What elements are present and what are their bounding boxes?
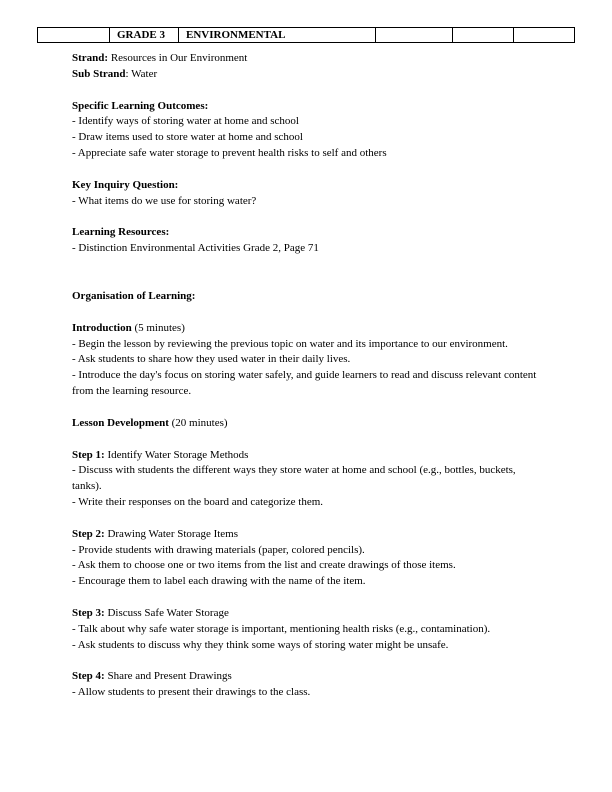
inquiry-title: Key Inquiry Question: [72, 178, 179, 191]
step-2-item: - Ask them to choose one or two items from the list and create drawings of those items. [72, 559, 456, 572]
resource-item: - Distinction Environmental Activities Grade 2, Page 71 [72, 242, 319, 255]
step-4-title: Share and Present Drawings [104, 670, 232, 683]
resources-title: Learning Resources: [72, 226, 170, 239]
outcome-item: - Draw items used to store water at home and school [72, 131, 303, 144]
sub-strand-label: Sub Strand [72, 67, 126, 80]
step-2-label: Step 2: [72, 527, 105, 540]
introduction-duration: (5 minutes) [131, 321, 185, 334]
header-cell-blank-3 [453, 28, 514, 43]
strand-value: Resources in Our Environment [108, 52, 248, 64]
header-cell-subject: ENVIRONMENTAL [179, 28, 376, 43]
introduction-title: Introduction [72, 321, 132, 334]
header-cell-blank-4 [514, 28, 575, 43]
step-3-label: Step 3: [72, 606, 105, 619]
header-table [37, 27, 575, 43]
resources-heading [72, 225, 542, 241]
organisation-title: Organisation of Learning: [72, 289, 196, 302]
step-2-item: - Encourage them to label each drawing with the name of the item. [72, 575, 366, 588]
introduction-item: - Introduce the day's focus on storing water safely, and guide learners to read and discuss relevant content from the learning resource. [72, 369, 537, 397]
step-4-item: - Allow students to present their drawings to the class. [72, 686, 311, 699]
step-3-item: - Ask students to discuss why they think some ways of storing water might be unsafe. [72, 638, 449, 651]
introduction-heading [72, 321, 542, 337]
outcomes-heading [72, 99, 542, 115]
outcome-item: - Appreciate safe water storage to prevent health risks to self and others [72, 146, 387, 159]
step-2-item: - Provide students with drawing materials (paper, colored pencils). [72, 543, 365, 556]
step-3-heading [72, 606, 542, 622]
inquiry-item: - What items do we use for storing water? [72, 194, 257, 207]
sub-strand-line [72, 67, 542, 83]
inquiry-heading [72, 178, 542, 194]
development-title: Lesson Development [72, 416, 169, 429]
step-2-heading [72, 527, 542, 543]
step-4-heading [72, 669, 542, 685]
header-cell-grade: GRADE 3 [110, 28, 179, 43]
introduction-item: - Ask students to share how they used water in their daily lives. [72, 353, 351, 366]
header-cell-blank-1 [38, 28, 110, 43]
step-4-label: Step 4: [72, 670, 105, 683]
outcome-item: - Identify ways of storing water at home and school [72, 115, 299, 128]
step-1-heading [72, 448, 542, 464]
header-row [38, 28, 575, 43]
step-1-item: - Write their responses on the board and categorize them. [72, 495, 324, 508]
step-1-title: Identify Water Storage Methods [104, 448, 249, 461]
step-2-title: Drawing Water Storage Items [104, 527, 239, 540]
strand-label: Strand: [72, 52, 109, 64]
outcomes-title: Specific Learning Outcomes: [72, 99, 209, 112]
header-cell-blank-2 [376, 28, 453, 43]
introduction-item: - Begin the lesson by reviewing the previous topic on water and its importance to our environment. [72, 337, 508, 350]
development-heading [72, 416, 542, 432]
lesson-plan-body [72, 51, 542, 701]
step-3-title: Discuss Safe Water Storage [104, 606, 229, 619]
sub-strand-value: : Water [125, 67, 158, 80]
strand-line [72, 51, 542, 67]
development-duration: (20 minutes) [168, 416, 228, 429]
step-3-item: - Talk about why safe water storage is important, mentioning health risks (e.g., contamination). [72, 622, 491, 635]
organisation-heading [72, 289, 542, 305]
step-1-label: Step 1: [72, 448, 105, 461]
step-1-item: - Discuss with students the different ways they store water at home and school (e.g., bottles, buckets, tanks). [72, 464, 516, 493]
